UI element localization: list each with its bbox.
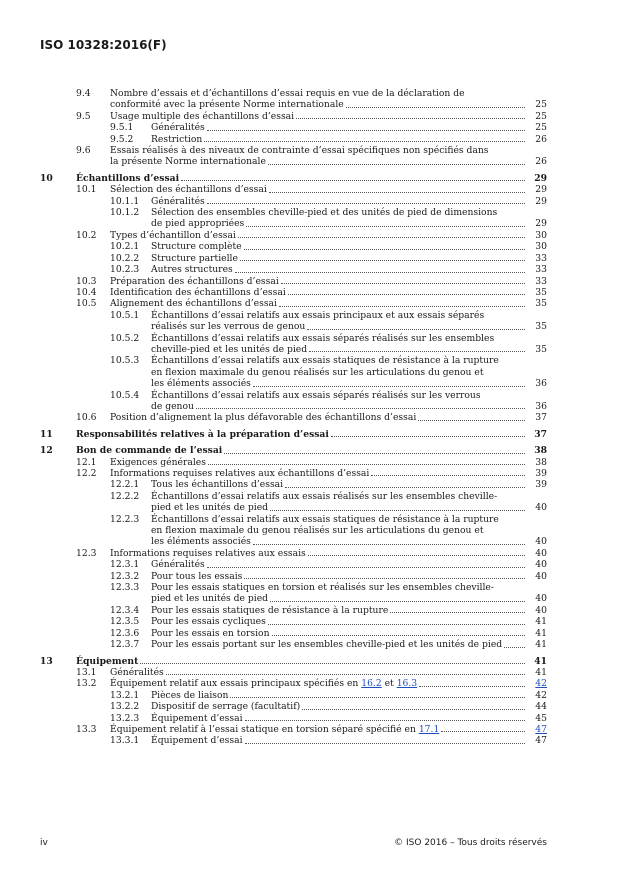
toc-title: Bon de commande de l’essai <box>76 445 223 457</box>
toc-entry[interactable] <box>40 196 547 207</box>
toc-entry[interactable] <box>40 667 547 678</box>
toc-title: Identification des échantillons d’essai <box>110 286 286 298</box>
toc-number: 12.3.1 <box>110 559 140 571</box>
dot-leader <box>296 118 525 119</box>
toc-entry[interactable] <box>40 253 547 264</box>
toc-title: Position d’alignement la plus défavorable des échantillons d’essai <box>110 412 417 424</box>
toc-number: 10.2.3 <box>110 264 140 276</box>
dot-leader <box>238 237 525 238</box>
toc-page-number: 40 <box>535 547 547 559</box>
toc-title: de pied appropriées <box>151 218 245 230</box>
toc-page-number[interactable]: 42 <box>535 678 547 690</box>
toc-title: pied et les unités de pied <box>151 502 269 514</box>
dot-leader <box>418 420 525 421</box>
toc-entry[interactable] <box>40 502 547 513</box>
toc-entry[interactable] <box>40 735 547 746</box>
toc-entry[interactable] <box>40 88 547 99</box>
toc-entry[interactable] <box>40 548 547 559</box>
toc-title: Échantillons d’essai relatifs aux essais réalisés sur les ensembles cheville- <box>151 490 498 502</box>
toc-title-connector: et <box>381 678 397 690</box>
toc-title: Essais réalisés à des niveaux de contrainte d’essai spécifiques non spécifiés dans <box>110 145 489 157</box>
toc-number: 12.3.3 <box>110 582 140 594</box>
toc-title: Échantillons d’essai relatifs aux essais statiques de résistance à la rupture <box>151 513 499 525</box>
toc-page-number: 29 <box>535 184 547 196</box>
toc-number: 12 <box>40 445 53 457</box>
toc-number: 12.3.4 <box>110 604 140 616</box>
toc-entry[interactable] <box>40 173 547 184</box>
toc-page-number: 29 <box>535 195 547 207</box>
toc-title: Échantillons d’essai relatifs aux essais séparés réalisés sur les ensembles <box>151 332 495 344</box>
toc-page-number: 39 <box>535 468 547 479</box>
toc-entry[interactable] <box>40 145 547 156</box>
toc-number: 13.3 <box>76 723 97 735</box>
toc-title: Échantillons d’essai relatifs aux essais statiques de résistance à la rupture <box>151 355 499 367</box>
dot-leader <box>244 249 525 250</box>
toc-title: pied et les unités de pied <box>151 593 269 605</box>
toc-page-number: 33 <box>535 252 547 264</box>
toc-page-number: 36 <box>535 378 547 390</box>
toc-entry[interactable] <box>40 678 547 689</box>
document-header: ISO 10328:2016(F) <box>40 38 167 52</box>
cross-reference-link[interactable]: 17.1 <box>418 723 440 735</box>
toc-number: 9.5 <box>76 110 91 122</box>
toc-page-number: 44 <box>535 701 547 713</box>
toc-entry[interactable] <box>40 536 547 547</box>
toc-number: 12.2 <box>76 468 97 479</box>
toc-number: 12.3.7 <box>110 639 140 651</box>
toc-page-number: 30 <box>535 229 547 241</box>
dot-leader <box>268 624 525 625</box>
toc-entry[interactable] <box>40 713 547 724</box>
toc-entry[interactable] <box>40 559 547 570</box>
dot-leader <box>240 260 525 261</box>
toc-number: 11 <box>40 428 53 440</box>
toc-title: les éléments associés <box>151 536 251 548</box>
toc-page-number: 39 <box>535 479 547 491</box>
toc-page-number: 33 <box>535 275 547 287</box>
toc-number: 10 <box>40 172 53 184</box>
toc-title: Structure complète <box>151 241 242 253</box>
toc-number: 12.2.1 <box>110 479 140 491</box>
toc-number: 9.5.1 <box>110 122 134 134</box>
toc-title: Pièces de liaison <box>151 689 229 701</box>
dot-leader <box>204 141 525 142</box>
dot-leader <box>140 663 525 664</box>
toc-page-number: 25 <box>535 122 547 134</box>
toc-entry[interactable] <box>40 724 547 735</box>
toc-page-number: 26 <box>535 156 547 168</box>
toc-title: les éléments associés <box>151 378 251 390</box>
toc-title: Restriction <box>151 133 203 145</box>
toc-entry[interactable] <box>40 333 547 344</box>
dot-leader <box>196 408 525 409</box>
dot-leader <box>207 567 525 568</box>
toc-entry[interactable] <box>40 218 547 229</box>
copyright-notice: © ISO 2016 – Tous droits réservés <box>394 838 547 848</box>
toc-page-number: 37 <box>535 412 547 424</box>
toc-entry[interactable] <box>40 628 547 639</box>
toc-title: Exigences générales <box>110 456 206 468</box>
toc-entry[interactable] <box>40 344 547 355</box>
toc-entry[interactable] <box>40 479 547 490</box>
toc-title: Responsabilités relatives à la préparation d’essai <box>76 428 329 440</box>
table-of-contents <box>40 88 547 747</box>
toc-entry[interactable] <box>40 412 547 423</box>
toc-entry[interactable] <box>40 310 547 321</box>
toc-page-number: 25 <box>535 99 547 111</box>
toc-title: conformité avec la présente Norme internationale <box>110 99 344 111</box>
dot-leader <box>371 475 525 476</box>
dot-leader <box>268 164 525 165</box>
dot-leader <box>331 436 525 437</box>
toc-number: 13.1 <box>76 666 97 678</box>
toc-page-number: 35 <box>535 321 547 333</box>
dot-leader <box>285 487 525 488</box>
toc-number: 12.3 <box>76 547 97 559</box>
toc-number: 12.3.6 <box>110 627 140 639</box>
toc-number: 10.5.4 <box>110 389 140 401</box>
dot-leader <box>270 510 525 511</box>
toc-title: Sélection des échantillons d’essai <box>110 184 267 196</box>
toc-number: 10.2 <box>76 229 97 241</box>
toc-page-number: 35 <box>535 286 547 298</box>
dot-leader <box>166 674 525 675</box>
dot-leader <box>308 555 525 556</box>
toc-page-number: 37 <box>534 428 547 440</box>
toc-title: Équipement d’essai <box>151 712 243 724</box>
toc-number: 12.3.2 <box>110 570 140 582</box>
dot-leader <box>307 329 525 330</box>
toc-number: 13.2 <box>76 678 97 690</box>
dot-leader <box>270 601 525 602</box>
toc-number: 9.6 <box>76 145 91 157</box>
toc-entry[interactable] <box>40 276 547 287</box>
dot-leader <box>230 697 525 698</box>
toc-number: 13.2.3 <box>110 712 140 724</box>
toc-entry[interactable] <box>40 571 547 582</box>
dot-leader <box>253 386 525 387</box>
toc-number: 12.1 <box>76 456 97 468</box>
toc-title: Échantillons d’essai <box>76 172 180 184</box>
dot-leader <box>224 453 525 454</box>
toc-title: Autres structures <box>151 264 233 276</box>
toc-title: Alignement des échantillons d’essai <box>110 298 277 310</box>
toc-number: 10.4 <box>76 286 97 298</box>
toc-entry[interactable] <box>40 241 547 252</box>
toc-title: réalisés sur les verrous de genou <box>151 321 306 333</box>
toc-entry[interactable] <box>40 355 547 366</box>
dot-leader <box>302 709 525 710</box>
toc-number: 10.2.1 <box>110 241 140 253</box>
toc-number: 13.2.1 <box>110 689 140 701</box>
toc-number: 10.1 <box>76 184 97 196</box>
toc-number: 12.2.2 <box>110 490 140 502</box>
toc-page-number: 45 <box>535 712 547 724</box>
toc-entry[interactable] <box>40 99 547 110</box>
toc-title: la présente Norme internationale <box>110 156 266 168</box>
dot-leader <box>279 306 525 307</box>
toc-title: Généralités <box>151 195 205 207</box>
dot-leader <box>207 203 525 204</box>
toc-page-number: 29 <box>535 218 547 230</box>
toc-title: Types d’échantillon d’essai <box>110 229 236 241</box>
toc-entry[interactable] <box>40 701 547 712</box>
toc-number: 13.2.2 <box>110 701 140 713</box>
toc-title: Sélection des ensembles cheville-pied et des unités de pied de dimensions <box>151 207 498 219</box>
toc-title: de genou <box>151 400 194 412</box>
toc-title: Équipement <box>76 655 139 667</box>
toc-entry[interactable] <box>40 514 547 525</box>
dot-leader <box>272 635 526 636</box>
toc-page-number: 35 <box>535 298 547 310</box>
dot-leader <box>441 731 525 732</box>
toc-page-number: 41 <box>534 655 547 667</box>
toc-title: Pour les essais portant sur les ensembles cheville-pied et les unités de pied <box>151 639 503 651</box>
dot-leader <box>504 647 525 648</box>
toc-entry[interactable] <box>40 616 547 627</box>
toc-title: Généralités <box>110 666 164 678</box>
toc-title: Échantillons d’essai relatifs aux essais principaux et aux essais séparés <box>151 309 485 321</box>
toc-number: 9.5.2 <box>110 133 134 145</box>
toc-number: 10.2.2 <box>110 252 140 264</box>
toc-page-number: 33 <box>535 264 547 276</box>
toc-number: 10.5.2 <box>110 332 140 344</box>
toc-number: 13.3.1 <box>110 735 140 747</box>
dot-leader <box>235 272 525 273</box>
toc-title: Informations requises relatives aux échantillons d’essai <box>110 468 370 479</box>
toc-number: 9.4 <box>76 88 91 99</box>
toc-entry[interactable] <box>40 367 547 378</box>
dot-leader <box>253 544 525 545</box>
dot-leader <box>245 720 525 721</box>
toc-title: Tous les échantillons d’essai <box>151 479 284 491</box>
toc-page-number: 40 <box>535 593 547 605</box>
toc-title: Pour les essais en torsion <box>151 627 270 639</box>
page-number: iv <box>40 838 48 848</box>
toc-title: Équipement relatif à l’essai statique en torsion séparé spécifié en <box>110 723 419 735</box>
toc-number: 10.1.1 <box>110 195 140 207</box>
dot-leader <box>390 612 525 613</box>
toc-title: Nombre d’essais et d’échantillons d’essai requis en vue de la déclaration de <box>110 88 465 99</box>
toc-entry[interactable] <box>40 230 547 241</box>
toc-page-number: 41 <box>535 666 547 678</box>
toc-entry[interactable] <box>40 298 547 309</box>
toc-entry[interactable] <box>40 390 547 401</box>
toc-number: 10.5.3 <box>110 355 140 367</box>
toc-title: cheville-pied et les unités de pied <box>151 343 308 355</box>
toc-title: Pour tous les essais <box>151 570 243 582</box>
toc-page-number: 41 <box>535 627 547 639</box>
toc-page-number: 42 <box>535 689 547 701</box>
dot-leader <box>309 351 525 352</box>
dot-leader <box>269 192 525 193</box>
toc-page-number: 26 <box>535 133 547 145</box>
toc-entry[interactable] <box>40 582 547 593</box>
toc-number: 12.2.3 <box>110 513 140 525</box>
dot-leader <box>181 180 525 181</box>
dot-leader <box>208 464 525 465</box>
toc-entry[interactable] <box>40 378 547 389</box>
dot-leader <box>346 107 525 108</box>
toc-entry[interactable] <box>40 134 547 145</box>
toc-number: 12.3.5 <box>110 616 140 628</box>
toc-entry[interactable] <box>40 122 547 133</box>
toc-page-number: 40 <box>535 536 547 548</box>
toc-entry[interactable] <box>40 429 547 440</box>
toc-number: 13 <box>40 655 53 667</box>
toc-page-number: 40 <box>535 604 547 616</box>
toc-page-number: 40 <box>535 559 547 571</box>
toc-title: Dispositif de serrage (facultatif) <box>151 701 301 713</box>
toc-entry[interactable] <box>40 605 547 616</box>
toc-page-number: 41 <box>535 616 547 628</box>
toc-page-number: 29 <box>534 172 547 184</box>
toc-title: Usage multiple des échantillons d’essai <box>110 110 295 122</box>
toc-title: Généralités <box>151 122 205 134</box>
toc-entry[interactable] <box>40 468 547 479</box>
toc-title: Préparation des échantillons d’essai <box>110 275 279 287</box>
toc-entry[interactable] <box>40 207 547 218</box>
toc-title: Échantillons d’essai relatifs aux essais séparés réalisés sur les verrous <box>151 389 481 401</box>
toc-page-number: 30 <box>535 241 547 253</box>
dot-leader <box>419 686 525 687</box>
toc-entry[interactable] <box>40 287 547 298</box>
toc-entry[interactable] <box>40 491 547 502</box>
toc-number: 10.3 <box>76 275 97 287</box>
toc-entry[interactable] <box>40 639 547 650</box>
toc-entry[interactable] <box>40 690 547 701</box>
toc-title: Pour les essais cycliques <box>151 616 266 628</box>
toc-title: en flexion maximale du genou réalisés sur les articulations du genou et <box>151 366 484 378</box>
toc-number: 10.6 <box>76 412 97 424</box>
dot-leader <box>244 578 525 579</box>
toc-entry[interactable] <box>40 656 547 667</box>
toc-entry[interactable] <box>40 593 547 604</box>
dot-leader <box>281 283 525 284</box>
toc-entry[interactable] <box>40 457 547 468</box>
cross-reference-link[interactable]: 16.3 <box>396 678 418 690</box>
toc-page-number: 25 <box>535 110 547 122</box>
toc-title: Structure partielle <box>151 252 238 264</box>
toc-page-number: 40 <box>535 502 547 514</box>
toc-entry[interactable] <box>40 321 547 332</box>
dot-leader <box>246 226 525 227</box>
toc-entry[interactable] <box>40 184 547 195</box>
toc-page-number: 38 <box>534 445 547 457</box>
toc-page-number: 41 <box>535 639 547 651</box>
toc-title: Équipement relatif aux essais principaux spécifiés en <box>110 678 362 690</box>
cross-reference-link[interactable]: 16.2 <box>361 678 382 690</box>
toc-title: Informations requises relatives aux essais <box>110 547 306 559</box>
toc-page-number: 47 <box>535 735 547 747</box>
toc-page-number: 40 <box>535 570 547 582</box>
toc-title: en flexion maximale du genou réalisés sur les articulations du genou et <box>151 525 484 537</box>
toc-entry[interactable] <box>40 525 547 536</box>
toc-number: 10.5.1 <box>110 309 140 321</box>
toc-title: Pour les essais statiques de résistance à la rupture <box>151 604 389 616</box>
toc-number: 10.1.2 <box>110 207 140 219</box>
dot-leader <box>288 294 525 295</box>
toc-title: Équipement d’essai <box>151 735 243 747</box>
toc-page-number: 35 <box>535 343 547 355</box>
toc-page-number[interactable]: 47 <box>535 723 547 735</box>
dot-leader <box>245 743 525 744</box>
dot-leader <box>207 130 525 131</box>
toc-page-number: 38 <box>535 456 547 468</box>
toc-entry[interactable] <box>40 264 547 275</box>
toc-title: Généralités <box>151 559 205 571</box>
toc-number: 10.5 <box>76 298 97 310</box>
toc-entry[interactable] <box>40 401 547 412</box>
toc-page-number: 36 <box>535 400 547 412</box>
toc-entry[interactable] <box>40 445 547 456</box>
toc-entry[interactable] <box>40 156 547 167</box>
toc-entry[interactable] <box>40 111 547 122</box>
toc-title: Pour les essais statiques en torsion et réalisés sur les ensembles cheville- <box>151 582 494 594</box>
